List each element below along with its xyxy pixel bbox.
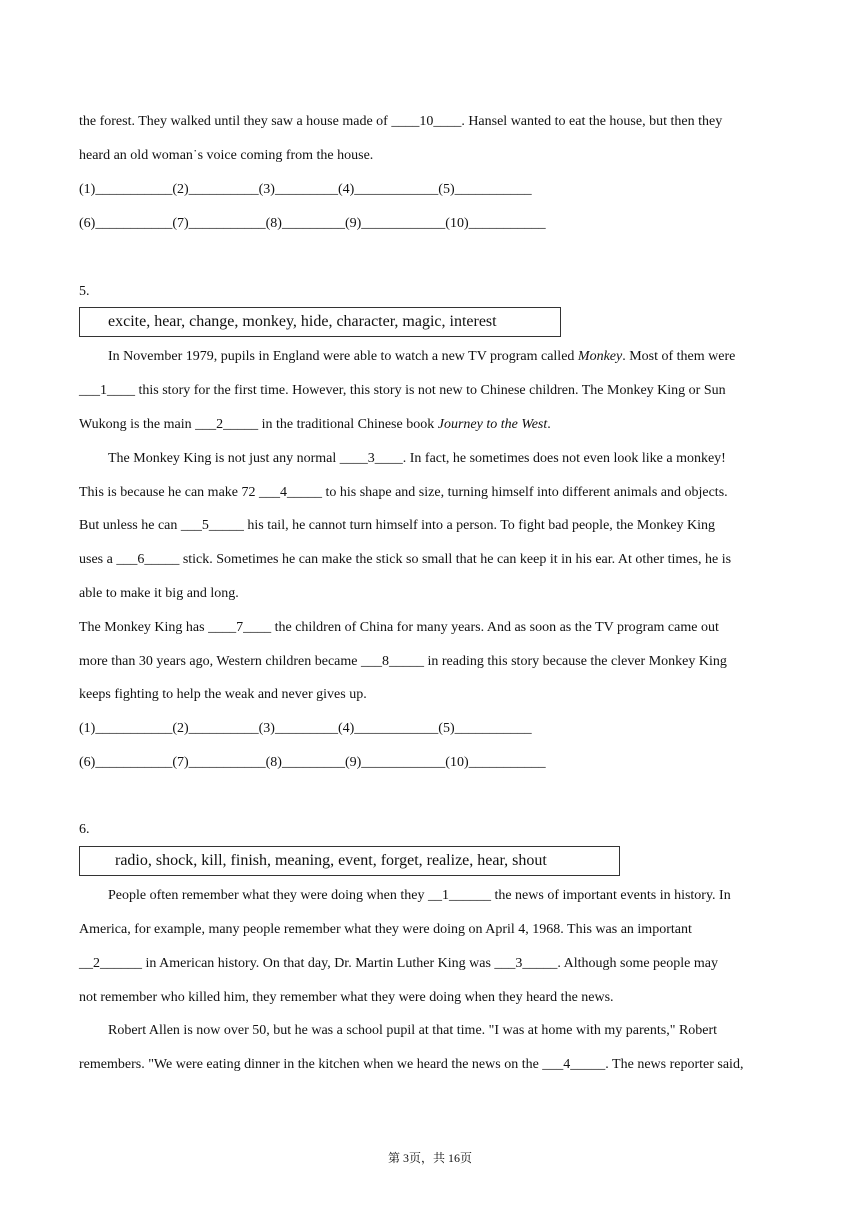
program-title: Monkey bbox=[577, 349, 623, 364]
page-footer: 第 3页，共 16页 bbox=[387, 1151, 472, 1165]
passage-line: In November 1979, pupils in England were able to watch a new TV program called Monkey. Most of them were bbox=[108, 349, 736, 364]
passage-line: __2______ in American history. On that day, Dr. Martin Luther King was ___3_____. Although some people may bbox=[79, 956, 718, 971]
passage-line: heard an old woman˙s voice coming from the house. bbox=[79, 148, 374, 163]
question-number: 5. bbox=[79, 284, 90, 299]
book-title: Journey to the West bbox=[437, 417, 548, 432]
passage-line: America, for example, many people remember what they were doing on April 4, 1968. This was an important bbox=[79, 922, 692, 937]
passage-line: Robert Allen is now over 50, but he was a school pupil at that time. "I was at home with my parents," Robert bbox=[108, 1023, 718, 1038]
question-number: 6. bbox=[79, 822, 90, 837]
passage-line: ___1____ this story for the first time. However, this story is not new to Chinese children. The Monkey King or Sun bbox=[79, 383, 726, 398]
passage-line: the forest. They walked until they saw a house made of ____10____. Hansel wanted to eat the house, but then they bbox=[79, 114, 723, 129]
answer-blanks-row: (6)___________(7)___________(8)_________(9)____________(10)___________ bbox=[79, 216, 546, 231]
passage-line: Wukong is the main ___2_____ in the traditional Chinese book Journey to the West. bbox=[79, 417, 551, 432]
word-box bbox=[79, 307, 561, 337]
passage-line: This is because he can make 72 ___4_____ to his shape and size, turning himself into different animals and objects. bbox=[79, 485, 728, 500]
passage-line: People often remember what they were doing when they __1______ the news of important events in history. In bbox=[108, 888, 731, 903]
word-box-text: radio, shock, kill, finish, meaning, event, forget, realize, hear, shout bbox=[115, 852, 547, 869]
answer-blanks-row: (1)___________(2)__________(3)_________(4)____________(5)___________ bbox=[79, 721, 532, 736]
passage-line: remembers. "We were eating dinner in the kitchen when we heard the news on the ___4_____. The news reporter said, bbox=[79, 1057, 744, 1072]
passage-line: The Monkey King has ____7____ the children of China for many years. And as soon as the TV program came out bbox=[79, 620, 719, 635]
passage-line: keeps fighting to help the weak and never gives up. bbox=[79, 687, 367, 702]
word-box bbox=[79, 846, 620, 876]
passage-line: The Monkey King is not just any normal ____3____. In fact, he sometimes does not even look like a monkey! bbox=[108, 451, 726, 466]
passage-line: uses a ___6_____ stick. Sometimes he can make the stick so small that he can keep it in his ear. At other times, he is bbox=[79, 552, 732, 567]
answer-blanks-row: (6)___________(7)___________(8)_________(9)____________(10)___________ bbox=[79, 755, 546, 770]
passage-line: But unless he can ___5_____ his tail, he cannot turn himself into a person. To fight bad people, the Monkey King bbox=[79, 518, 716, 533]
passage-line: able to make it big and long. bbox=[79, 586, 239, 601]
passage-line: not remember who killed him, they remember what they were doing when they heard the news. bbox=[79, 990, 614, 1005]
answer-blanks-row: (1)___________(2)__________(3)_________(4)____________(5)___________ bbox=[79, 182, 532, 197]
word-box-text: excite, hear, change, monkey, hide, character, magic, interest bbox=[108, 313, 497, 330]
passage-line: more than 30 years ago, Western children became ___8_____ in reading this story because the clever Monkey King bbox=[79, 654, 727, 669]
